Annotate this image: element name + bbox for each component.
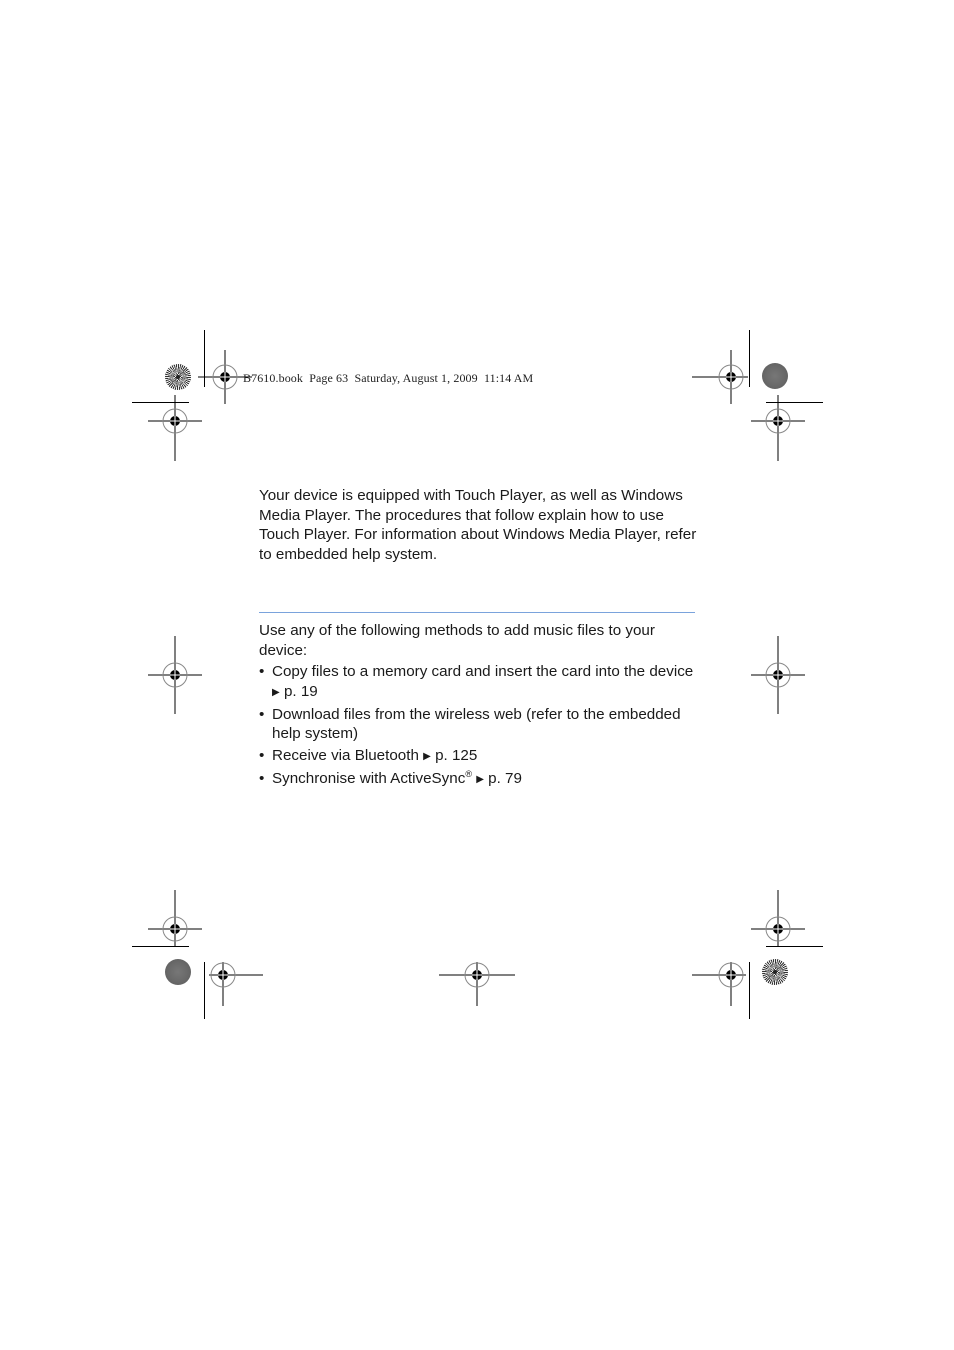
section-divider [259, 612, 695, 613]
crosshair-target-icon [692, 962, 746, 1006]
crosshair-target-icon [148, 636, 202, 714]
arrow-right-icon: ▶ [423, 751, 431, 762]
crosshair-target-icon [148, 890, 202, 946]
page-ref[interactable]: p. 19 [283, 682, 318, 700]
trim-line [132, 946, 189, 947]
crosshair-target-icon [148, 395, 202, 461]
trim-line [749, 962, 750, 1019]
list-item: • Download files from the wireless web (refer to the embedded help system) [259, 705, 699, 744]
list-item: • Synchronise with ActiveSync® ▶ p. 79 [259, 769, 699, 790]
book-file: B7610.book [243, 371, 304, 385]
starburst-disc-icon [762, 959, 788, 985]
list-item: • Receive via Bluetooth ▶ p. 125 [259, 746, 699, 767]
methods-list [259, 662, 699, 792]
gray-disc-icon [165, 959, 191, 985]
trim-line [766, 946, 823, 947]
starburst-disc-icon [165, 364, 191, 390]
print-slug [243, 371, 533, 386]
crosshair-target-icon [439, 962, 515, 1006]
registered-mark: ® [465, 769, 472, 779]
crosshair-target-icon [751, 395, 805, 461]
page-label: Page 63 [309, 371, 349, 385]
crosshair-target-icon [209, 962, 263, 1006]
section-lead: Use any of the following methods to add music files to your device: [259, 622, 655, 659]
list-item: • Copy files to a memory card and insert the card into the device ▶ p. 19 [259, 662, 699, 702]
crosshair-target-icon [751, 890, 805, 946]
crosshair-target-icon [751, 636, 805, 714]
arrow-right-icon: ▶ [272, 686, 280, 698]
page-ref[interactable]: p. 125 [435, 747, 478, 764]
trim-line [204, 962, 205, 1019]
print-date: Saturday, August 1, 2009 [354, 371, 478, 385]
print-time: 11:14 AM [483, 371, 534, 385]
page-ref[interactable]: p. 79 [488, 770, 522, 787]
arrow-right-icon: ▶ [476, 774, 484, 785]
intro-paragraph: Your device is equipped with Touch Player, as well as Windows Media Player. The procedures that follow explain how to use Touch Player. For information about Windows Media Player, refer to embedded help system. [259, 487, 697, 563]
